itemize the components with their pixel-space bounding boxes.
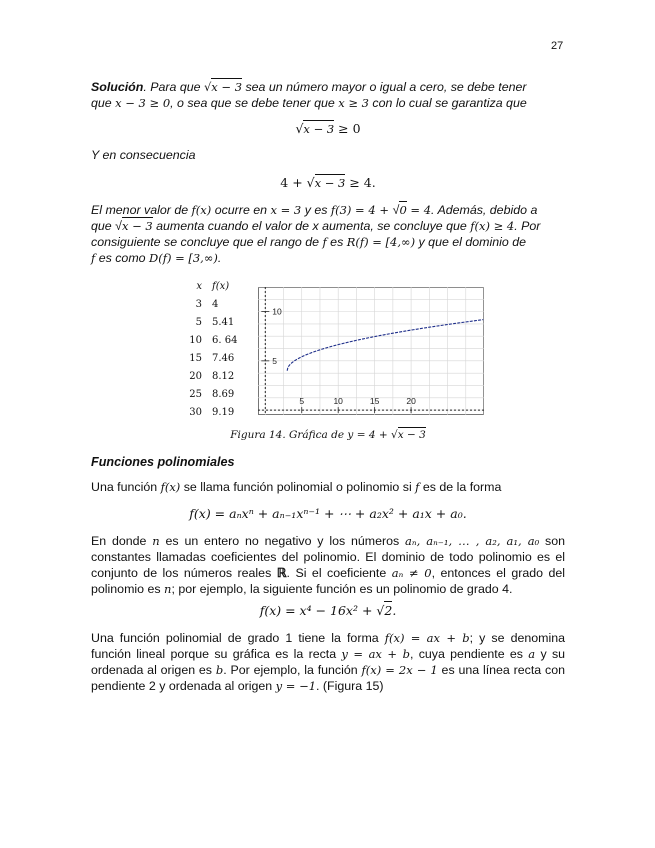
table-row: 30 9.19 xyxy=(189,406,235,418)
table-row: 20 8.12 xyxy=(189,370,235,382)
x-tick-label: 15 xyxy=(369,396,380,407)
table-row: 10 6. 64 xyxy=(189,334,238,346)
section-heading: Funciones polinomiales xyxy=(91,455,235,469)
page-number: 27 xyxy=(551,40,564,52)
solution-label: Solución xyxy=(91,80,144,94)
table-row: 25 8.69 xyxy=(189,388,235,400)
function-graph xyxy=(258,287,484,415)
coefficients-paragraph: En donde n es un entero no negativo y los números aₙ, aₙ₋₁, … , a₂, a₁, a₀ son constantes llamadas coeficientes del polinomio. El dominio de todo polinomio es el conjunto de los números reales ℝ. Si el coeficiente aₙ ≠ 0, entonces el grado del polinomio es n; por ejemplo, la siguiente función es un polinomio de grado 4. xyxy=(91,534,566,596)
consequence-text: Y en consecuencia xyxy=(91,148,196,162)
table-header-x: x xyxy=(196,280,202,292)
solution-paragraph: Solución. Para que √x − 3 sea un número mayor o igual a cero, se debe tener que x − 3 ≥ 0, o sea que se debe tener que x ≥ 3 con lo cual se garantiza que xyxy=(91,80,527,110)
table-header-fx: f(x) xyxy=(212,280,230,292)
x-tick-label: 20 xyxy=(406,396,416,407)
linear-function-paragraph: Una función polinomial de grado 1 tiene la forma f(x) = ax + b; y se denomina función lineal porque su gráfica es la recta y = ax + b, cuya pendiente es a y su ordenada al origen es b. Por ejemplo, la función f(x) = 2x − 1 es una línea recta con pendiente 2 y ordenada al origen y = −1. (Figura 15) xyxy=(91,631,566,693)
domain-condition: x ≥ 3 xyxy=(338,96,369,110)
table-row: 15 7.46 xyxy=(189,352,235,364)
y-tick-label: 10 xyxy=(272,306,282,317)
values-table xyxy=(180,277,243,421)
table-header-row xyxy=(180,277,243,295)
general-polynomial-formula: f(x) = aₙxⁿ + aₙ₋₁xⁿ⁻¹ + ⋯ + a₂x² + a₁x + a₀. xyxy=(189,506,467,521)
x-tick-label: 5 xyxy=(299,396,305,407)
x-tick-label: 10 xyxy=(333,396,343,407)
table-row: 5 5.41 xyxy=(195,316,235,328)
minimum-value-paragraph: El menor valor de f(x) ocurre en x = 3 y es f(3) = 4 + √0 = 4. Además, debido a que √x − 3 aumenta cuando el valor de x aumenta, se concluye que f(x) ≥ 4. Por consiguiente se concluye que el rango de f es R(f) = [4,∞) y que el dominio de f es como D(f) = [3,∞). xyxy=(91,203,541,265)
table-row: 3 4 xyxy=(195,298,219,310)
figure-caption: Figura 14. Gráfica de y = 4 + √x − 3 xyxy=(230,429,426,441)
condition-inequality: x − 3 ≥ 0 xyxy=(115,96,171,110)
polynomial-example: f(x) = x⁴ − 16x² + √2. xyxy=(259,603,397,618)
equation-sqrt-nonnegative: √x − 3 ≥ 0 xyxy=(295,121,361,136)
polynomial-definition: Una función f(x) se llama función polinomial o polinomio si f es de la forma xyxy=(91,480,502,494)
y-tick-label: 5 xyxy=(272,355,278,366)
equation-range-bound: 4 + √x − 3 ≥ 4. xyxy=(280,175,376,190)
